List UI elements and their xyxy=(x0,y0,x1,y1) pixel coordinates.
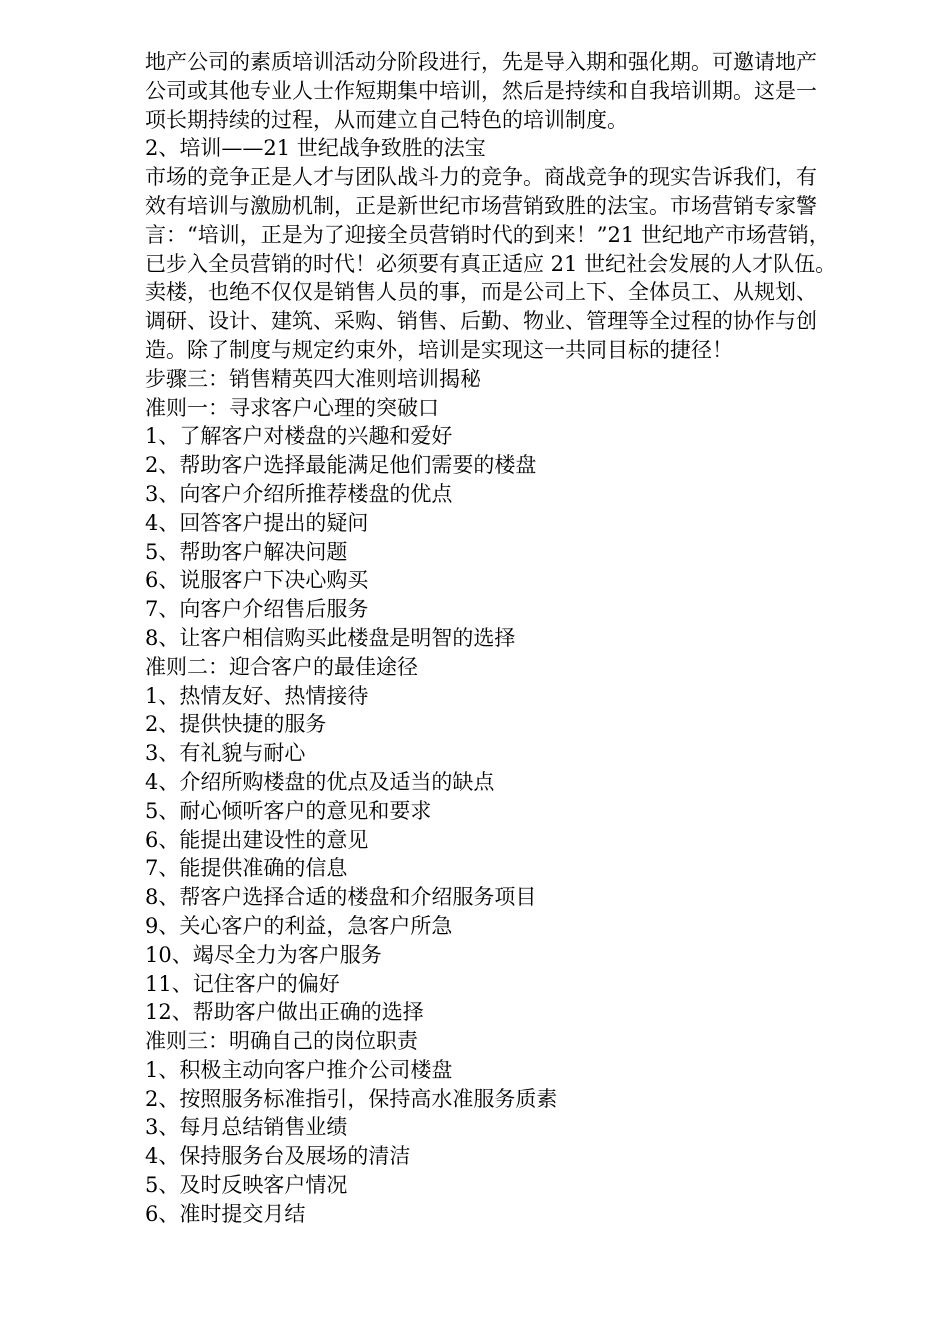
list-item: 3、向客户介绍所推荐楼盘的优点 xyxy=(145,481,453,506)
paragraph-line: 言：“培训，正是为了迎接全员营销时代的到来！”21 世纪地产市场营销， xyxy=(145,222,830,247)
list-item: 6、能提出建设性的意见 xyxy=(145,827,369,852)
list-item: 3、有礼貌与耐心 xyxy=(145,741,306,766)
paragraph-line: 已步入全员营销的时代！必须要有真正适应 21 世纪社会发展的人才队伍。 xyxy=(145,251,837,276)
list-item: 7、能提供准确的信息 xyxy=(145,856,348,881)
list-item: 7、向客户介绍售后服务 xyxy=(145,597,369,622)
paragraph-line: 市场的竞争正是人才与团队战斗力的竞争。商战竞争的现实告诉我们，有 xyxy=(145,165,817,190)
list-item: 4、回答客户提出的疑问 xyxy=(145,510,369,535)
list-item: 1、了解客户对楼盘的兴趣和爱好 xyxy=(145,424,453,449)
list-item: 4、保持服务台及展场的清洁 xyxy=(145,1144,411,1169)
principle-heading: 准则三：明确自己的岗位职责 xyxy=(145,1029,418,1054)
paragraph-line: 效有培训与激励机制，正是新世纪市场营销致胜的法宝。市场营销专家警 xyxy=(145,193,817,218)
principle-heading: 准则二：迎合客户的最佳途径 xyxy=(145,654,418,679)
list-item: 5、帮助客户解决问题 xyxy=(145,539,348,564)
list-item: 1、热情友好、热情接待 xyxy=(145,683,369,708)
paragraph-line: 调研、设计、建筑、采购、销售、后勤、物业、管理等全过程的协作与创 xyxy=(145,309,817,334)
paragraph-line: 地产公司的素质培训活动分阶段进行，先是导入期和强化期。可邀请地产 xyxy=(145,50,817,74)
list-item: 2、提供快捷的服务 xyxy=(145,712,327,737)
paragraph-line: 造。除了制度与规定约束外，培训是实现这一共同目标的捷径！ xyxy=(145,337,733,362)
list-item: 5、及时反映客户情况 xyxy=(145,1173,348,1198)
list-item: 6、说服客户下决心购买 xyxy=(145,568,369,593)
document-body xyxy=(145,48,885,1229)
list-item: 12、帮助客户做出正确的选择 xyxy=(145,1000,424,1025)
list-item: 2、按照服务标准指引，保持高水准服务质素 xyxy=(145,1086,558,1111)
section-heading: 2、培训——21 世纪战争致胜的法宝 xyxy=(145,136,486,161)
list-item: 2、帮助客户选择最能满足他们需要的楼盘 xyxy=(145,453,537,478)
step-heading: 步骤三：销售精英四大准则培训揭秘 xyxy=(145,366,481,391)
list-item: 11、记住客户的偏好 xyxy=(145,971,340,996)
paragraph-line: 项长期持续的过程，从而建立自己特色的培训制度。 xyxy=(145,107,628,132)
list-item: 10、竭尽全力为客户服务 xyxy=(145,942,382,967)
principle-heading: 准则一：寻求客户心理的突破口 xyxy=(145,395,439,420)
list-item: 1、积极主动向客户推介公司楼盘 xyxy=(145,1057,453,1082)
list-item: 3、每月总结销售业绩 xyxy=(145,1115,348,1140)
list-item: 8、帮客户选择合适的楼盘和介绍服务项目 xyxy=(145,885,537,910)
paragraph-line: 卖楼，也绝不仅仅是销售人员的事，而是公司上下、全体员工、从规划、 xyxy=(145,280,817,305)
list-item: 4、介绍所购楼盘的优点及适当的缺点 xyxy=(145,769,495,794)
paragraph-line: 公司或其他专业人士作短期集中培训，然后是持续和自我培训期。这是一 xyxy=(145,78,817,103)
list-item: 8、让客户相信购买此楼盘是明智的选择 xyxy=(145,625,516,650)
list-item: 5、耐心倾听客户的意见和要求 xyxy=(145,798,432,823)
list-item: 9、关心客户的利益，急客户所急 xyxy=(145,913,453,938)
list-item: 6、准时提交月结 xyxy=(145,1201,306,1226)
